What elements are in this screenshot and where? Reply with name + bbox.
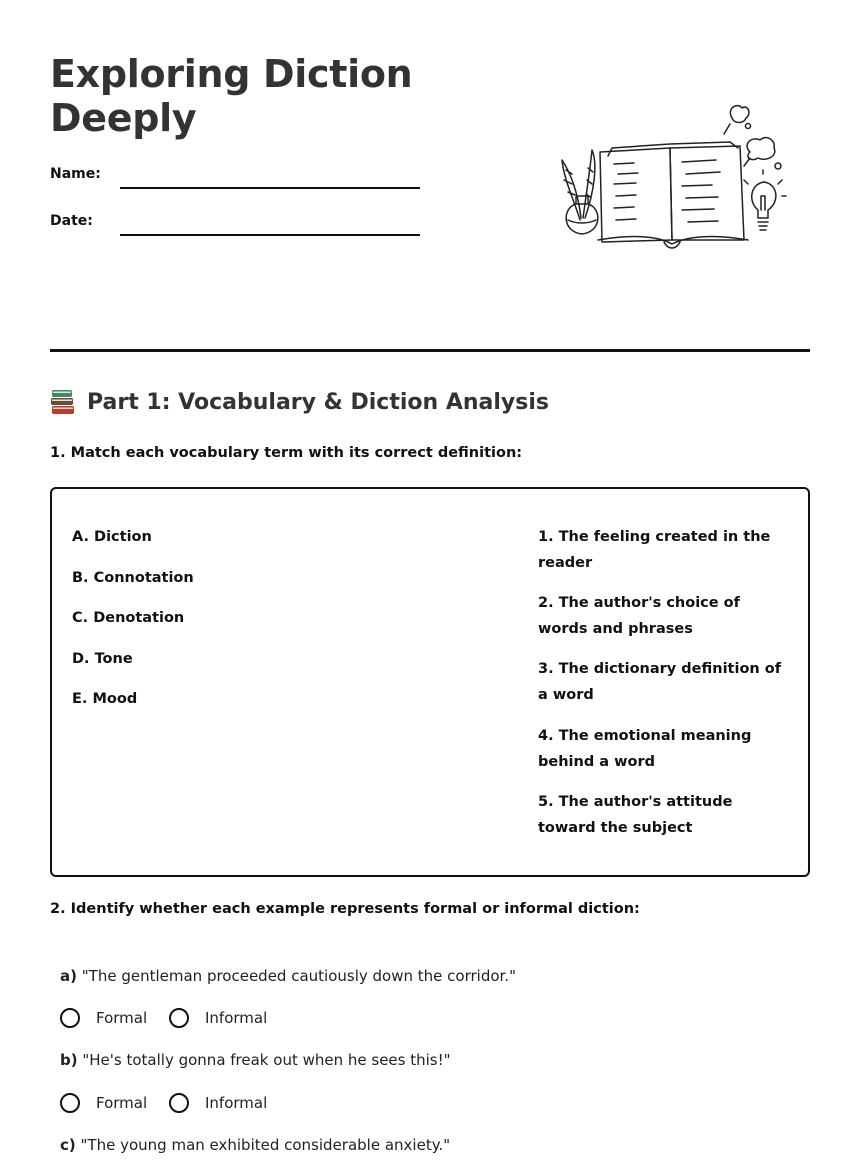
question-1-prompt: 1. Match each vocabulary term with its correct definition:	[50, 445, 523, 461]
radio-circle[interactable]	[60, 1093, 80, 1113]
radio-circle[interactable]	[60, 1008, 80, 1028]
definition-item: 4. The emotional meaning behind a word	[538, 728, 752, 770]
example-letter: c)	[60, 1136, 76, 1154]
formal-radio-option[interactable]	[60, 1008, 147, 1028]
term-item: C. Denotation	[72, 610, 185, 626]
question-2-prompt: 2. Identify whether each example represents formal or informal diction:	[50, 901, 640, 917]
definition-item: 1. The feeling created in the reader	[538, 529, 771, 571]
example-letter: a)	[60, 967, 77, 985]
example-text: "The young man exhibited considerable anxiety."	[80, 1136, 451, 1154]
example-item	[60, 967, 516, 985]
part1-heading	[50, 388, 549, 416]
open-book-illustration	[552, 100, 790, 256]
example-item	[60, 1051, 451, 1069]
definition-item: 2. The author's choice of words and phrases	[538, 595, 740, 637]
informal-radio-option[interactable]	[169, 1093, 267, 1113]
example-text: "The gentleman proceeded cautiously down the corridor."	[81, 967, 516, 985]
radio-circle[interactable]	[169, 1008, 189, 1028]
term-item: B. Connotation	[72, 570, 194, 586]
matching-box	[50, 487, 810, 877]
part1-title: Part 1: Vocabulary & Diction Analysis	[87, 389, 549, 415]
date-label: Date:	[50, 213, 93, 229]
quill-ink-icon	[562, 150, 598, 234]
name-field[interactable]	[120, 187, 420, 189]
lightbulb-icon	[744, 170, 786, 230]
name-label: Name:	[50, 166, 101, 182]
example-item	[60, 1136, 450, 1154]
informal-radio-option[interactable]	[169, 1008, 267, 1028]
formal-option-label: Formal	[96, 1094, 148, 1112]
formal-option-label: Formal	[96, 1009, 148, 1027]
example-text: "He's totally gonna freak out when he sees this!"	[82, 1051, 451, 1069]
example-letter: b)	[60, 1051, 78, 1069]
worksheet-title: Exploring Diction Deeply	[50, 52, 413, 140]
term-item: A. Diction	[72, 529, 152, 545]
informal-option-label: Informal	[205, 1094, 268, 1112]
formal-radio-option[interactable]	[60, 1093, 147, 1113]
term-item: E. Mood	[72, 691, 138, 707]
speech-bubble-icon	[724, 106, 781, 169]
section-divider	[50, 349, 810, 352]
radio-circle[interactable]	[169, 1093, 189, 1113]
definition-item: 5. The author's attitude toward the subject	[538, 794, 733, 836]
books-icon	[50, 388, 76, 416]
term-item: D. Tone	[72, 651, 133, 667]
date-field[interactable]	[120, 234, 420, 236]
book-icon	[598, 142, 748, 248]
informal-option-label: Informal	[205, 1009, 268, 1027]
definition-item: 3. The dictionary definition of a word	[538, 661, 782, 703]
